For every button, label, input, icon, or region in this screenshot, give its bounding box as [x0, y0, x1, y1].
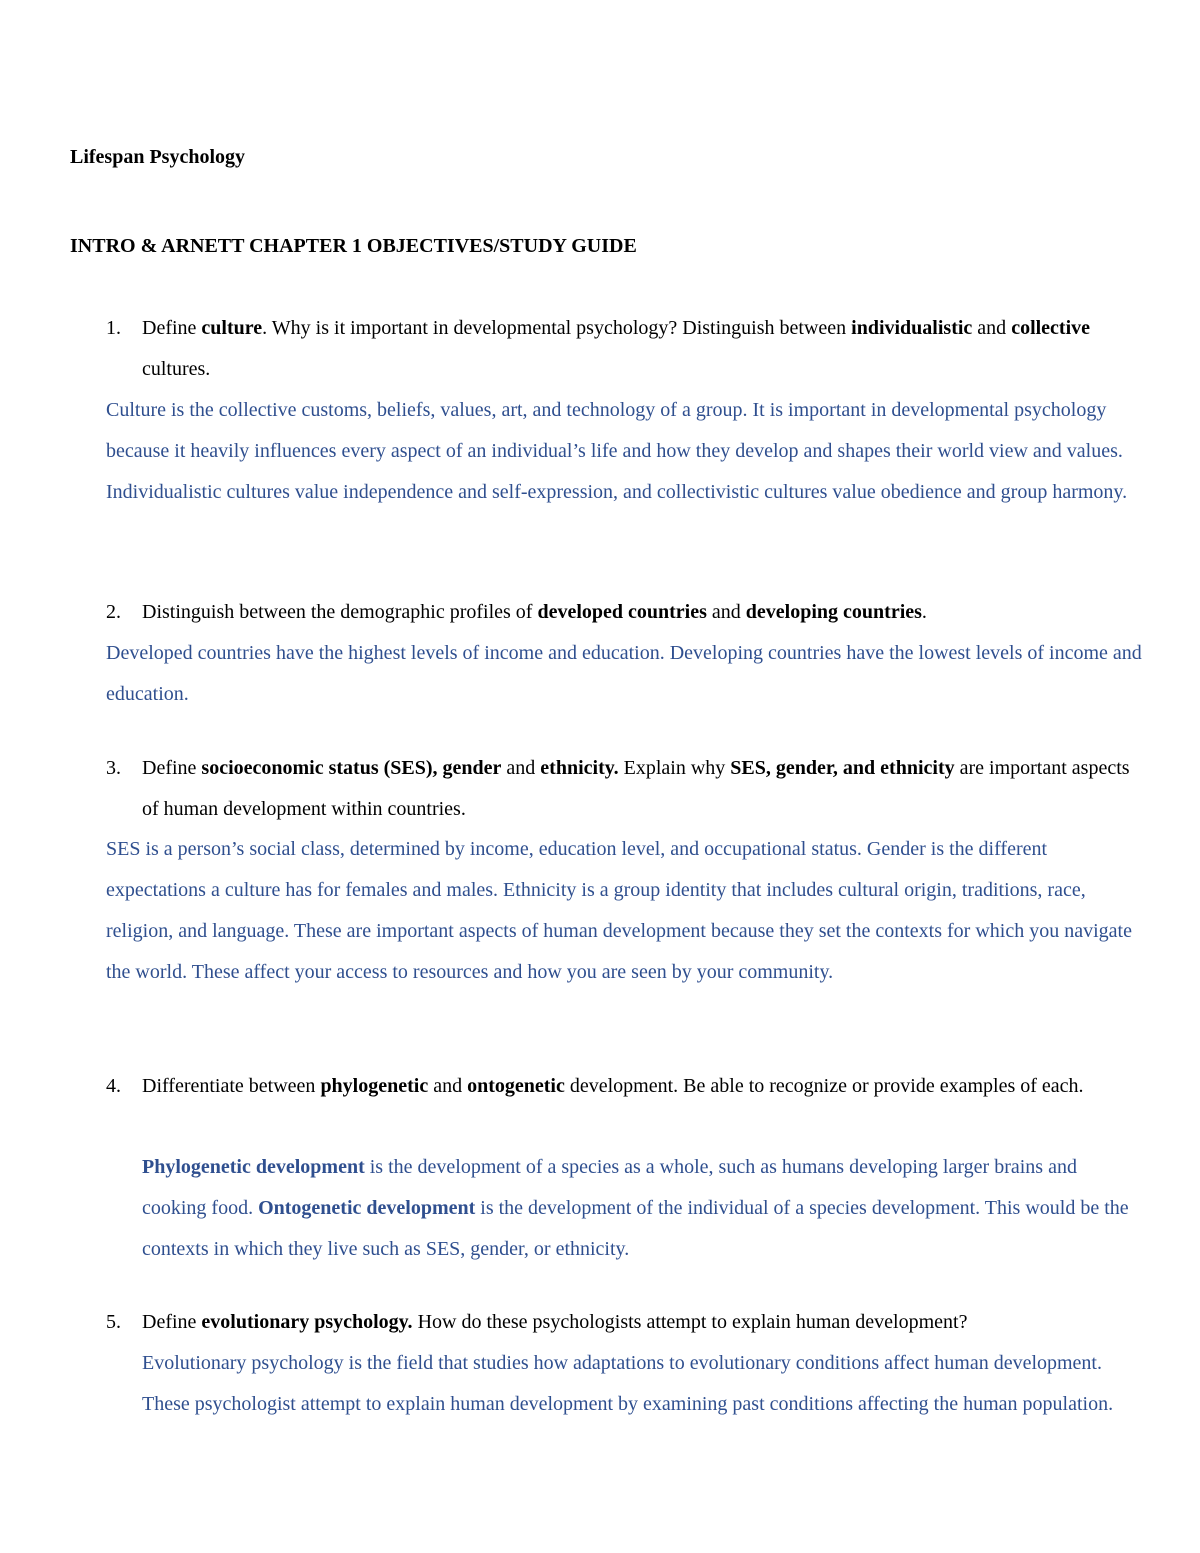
question-number: 5. — [106, 1311, 121, 1333]
answer-5: Evolutionary psychology is the field that studies how adaptations to evolutionary conditions affect human development. These psychologist attempt to explain human development by examining past conditions affecting the human population. — [142, 1352, 1114, 1415]
text-run: is the development of a species as a whole, such as humans developing larger brains and cooking food. — [142, 1156, 1077, 1219]
text-run: Define — [142, 317, 202, 339]
answer-2: Developed countries have the highest levels of income and education. Developing countries have the lowest levels of income and education. — [106, 642, 1142, 705]
question-number: 2. — [106, 601, 121, 623]
text-run: Differentiate between — [142, 1075, 321, 1097]
document-subtitle: INTRO & ARNETT CHAPTER 1 OBJECTIVES/STUDY GUIDE — [70, 235, 637, 257]
bold-term: individualistic — [851, 317, 973, 339]
answer-3: SES is a person’s social class, determined by income, education level, and occupational status. Gender is the different expectations a culture has for females and males. Ethnicity is a group identity that includes cultural origin, traditions, race, religion, and language. These are important aspects of human development because they set the contexts for which you navigate the world. These affect your access to resources and how you are seen by your community. — [106, 838, 1132, 983]
question-text — [142, 308, 1146, 390]
text-run: are important aspects of human development within countries. — [142, 757, 1130, 820]
bold-term: evolutionary psychology. — [201, 1311, 413, 1333]
text-run: and — [428, 1075, 468, 1097]
text-run: Distinguish between the demographic profiles of — [142, 601, 538, 623]
bold-term: developing countries — [745, 601, 922, 623]
bold-term: ethnicity. — [540, 757, 619, 779]
text-run: How do these psychologists attempt to explain human development? — [412, 1311, 968, 1333]
text-run: and — [972, 317, 1012, 339]
bold-term: ontogenetic — [467, 1075, 565, 1097]
bold-term: developed countries — [537, 601, 707, 623]
bold-term: phylogenetic — [320, 1075, 429, 1097]
question-text — [142, 748, 1146, 830]
question-number: 4. — [106, 1075, 121, 1097]
text-run: cultures. — [142, 358, 211, 380]
question-text — [142, 1302, 1146, 1343]
text-run: . — [921, 601, 927, 623]
bold-term: SES, gender, and ethnicity — [730, 757, 955, 779]
question-number: 1. — [106, 317, 121, 339]
text-run: . Why is it important in developmental psychology? Distinguish between — [262, 317, 852, 339]
text-run: and — [501, 757, 541, 779]
question-text — [142, 592, 1146, 633]
bold-term: socioeconomic status (SES), gender — [201, 757, 502, 779]
text-run: and — [706, 601, 746, 623]
question-text — [142, 1066, 1146, 1107]
document-title: Lifespan Psychology — [70, 146, 246, 168]
answer-4 — [142, 1147, 1142, 1270]
question-5 — [106, 1302, 1146, 1343]
text-run: Explain why — [618, 757, 731, 779]
text-run: development. Be able to recognize or provide examples of each. — [564, 1075, 1084, 1097]
text-run: Define — [142, 757, 202, 779]
answer-1: Culture is the collective customs, beliefs, values, art, and technology of a group. It is important in developmental psychology because it heavily influences every aspect of an individual’s life and how they develop and shapes their world view and values. Individualistic cultures value independence and self-expression, and collectivistic cultures value obedience and group harmony. — [106, 399, 1128, 503]
question-number: 3. — [106, 757, 121, 779]
text-run: is the development of the individual of a species development. This would be the contexts in which they live such as SES, gender, or ethnicity. — [142, 1197, 1129, 1260]
bold-term: Ontogenetic development — [258, 1197, 476, 1219]
question-2 — [106, 592, 1146, 633]
question-1 — [106, 308, 1146, 390]
question-4 — [106, 1066, 1146, 1107]
question-3 — [106, 748, 1146, 830]
bold-term: culture — [201, 317, 263, 339]
bold-term: collective — [1011, 317, 1091, 339]
text-run: Define — [142, 1311, 202, 1333]
bold-term: Phylogenetic development — [142, 1156, 365, 1178]
